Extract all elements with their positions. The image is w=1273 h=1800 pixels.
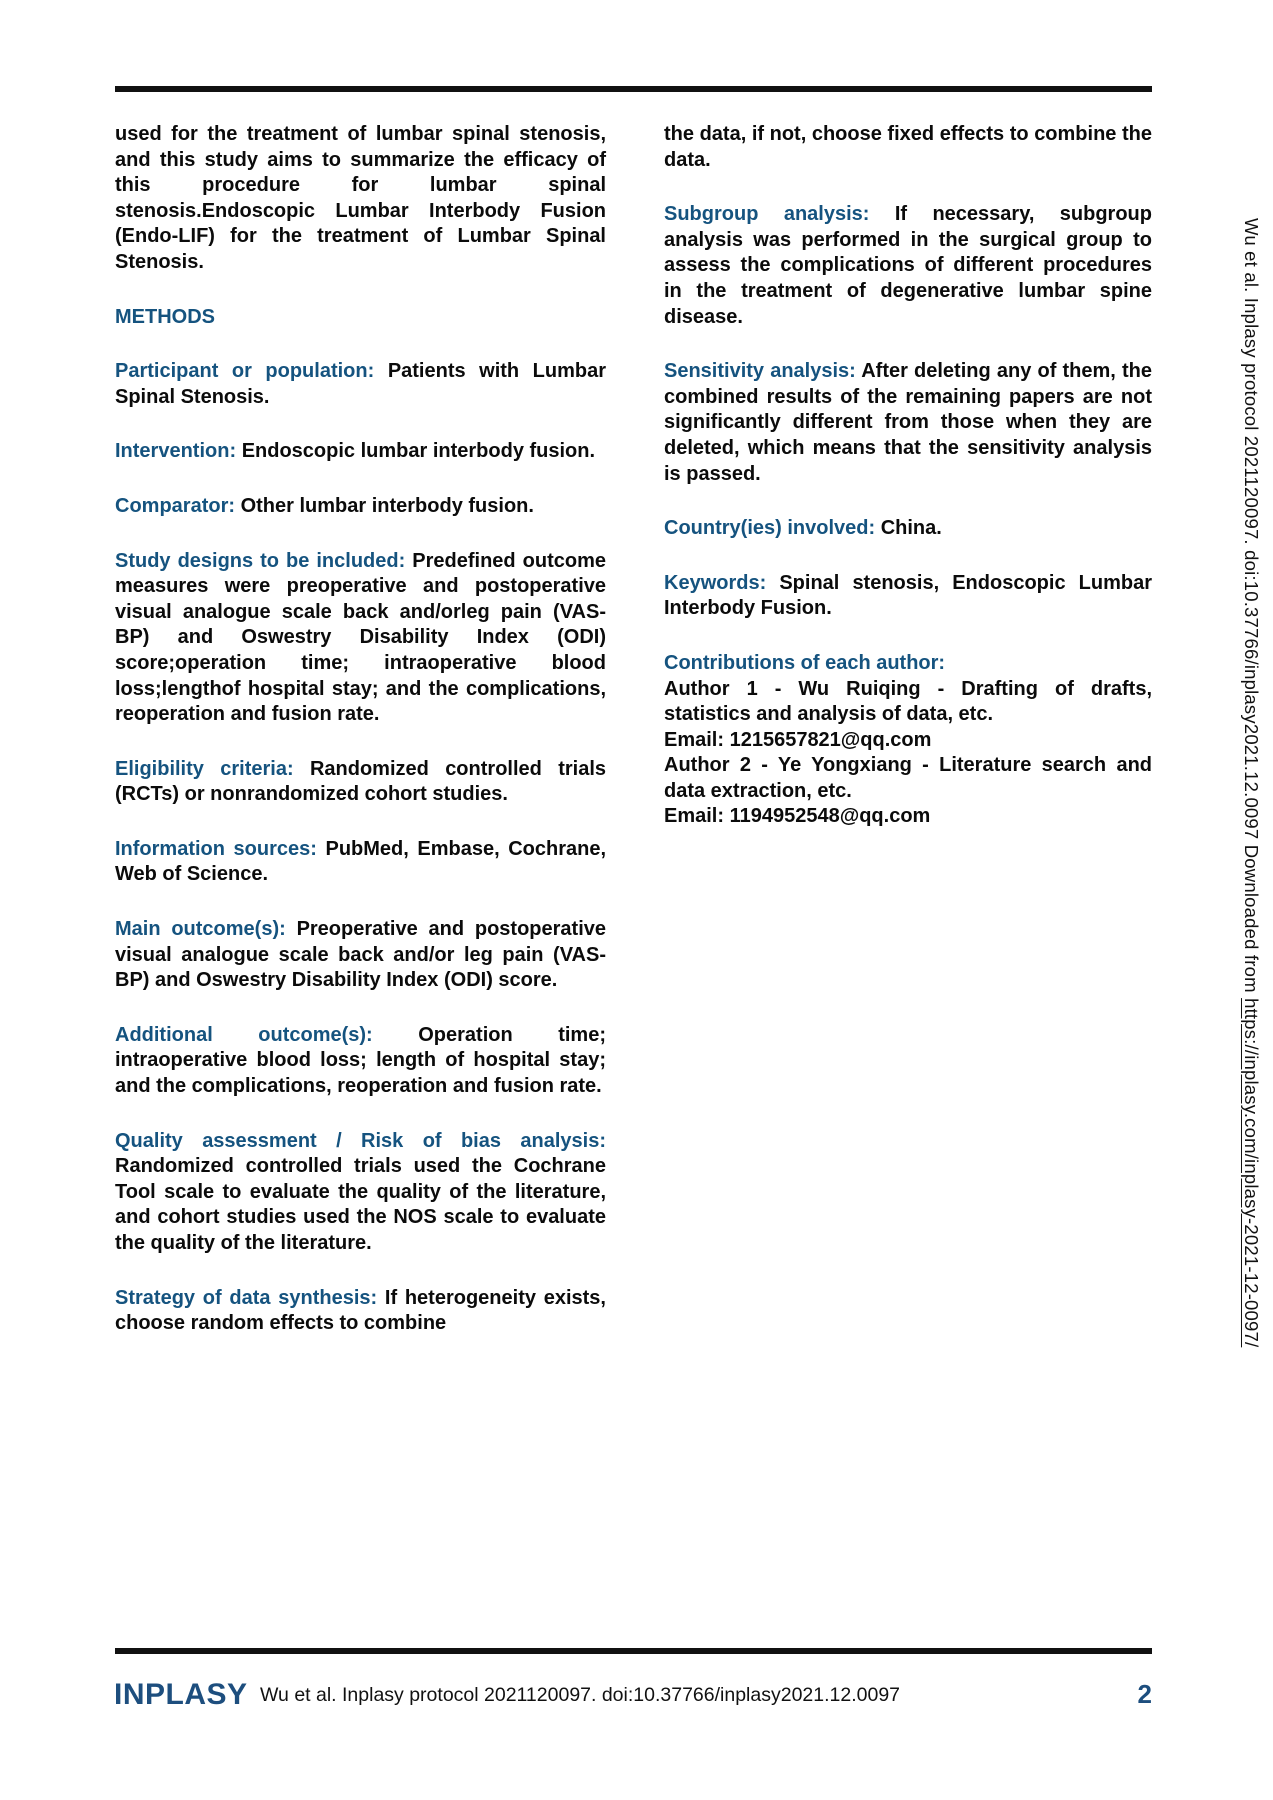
section-text: Other lumbar interbody fusion. [240,494,534,517]
section-text: Predefined outcome measures were preoperative and postoperative visual analogue scale back and/orleg pain (VAS-BP) and Oswestry Disability Index (ODI) score;operation time; intraoperative blood loss;lengthof hospital stay; and the complications, reoperation and fusion rate. [115,549,606,726]
section-text: Endoscopic lumbar interbody fusion. [241,440,596,463]
bottom-rule [115,1648,1152,1654]
section-text: Randomized controlled trials (RCTs) or nonrandomized cohort studies. [115,757,606,806]
section-contributions [664,651,1152,830]
section-text: Operation time; intraoperative blood loss; length of hospital stay; and the complications, reoperation and fusion rate. [115,1023,607,1098]
left-column [115,122,606,1337]
section-intervention [115,439,606,465]
methods-heading-label: METHODS [115,305,215,328]
section-eligibility [115,757,606,808]
section-text: If necessary, subgroup analysis was performed in the surgical group to assess the complications of different procedures in the treatment of degenerative lumbar spine disease. [664,203,1152,328]
section-text: PubMed, Embase, Cochrane, Web of Science. [115,837,606,886]
paragraph-intro [115,122,606,276]
section-label: Sensitivity analysis: [664,360,856,383]
contribution-author2: Author 2 - Ye Yongxiang - Literature search and data extraction, etc. [664,754,1152,802]
section-label: Subgroup analysis: [664,203,870,226]
contribution-email1: Email: 1215657821@qq.com [664,728,932,751]
page-number: 2 [1137,1679,1152,1709]
section-label: Country(ies) involved: [664,517,876,540]
section-comparator [115,494,606,520]
section-quality-assessment [115,1129,606,1257]
section-label: Study designs to be included: [115,549,406,572]
section-label: Main outcome(s): [115,918,286,941]
section-text: Spinal stenosis, Endoscopic Lumbar Interbody Fusion. [664,571,1152,620]
section-text: China. [880,517,942,540]
sidebar-download-link[interactable]: https://inplasy.com/inplasy-2021-12-0097/ [1241,998,1262,1348]
section-text: Randomized controlled trials used the Cochrane Tool scale to evaluate the quality of the literature, and cohort studies used the NOS scale to evaluate the quality of the literature. [115,1155,606,1254]
inplasy-logo: INPLASY [114,1678,248,1711]
section-participant [115,359,606,410]
section-strategy-synthesis [115,1286,606,1337]
section-label: Intervention: [115,440,237,463]
section-countries-involved [664,516,1152,542]
section-text: If heterogeneity exists, choose random effects to combine [115,1286,606,1335]
contributions-heading [664,651,1152,677]
section-label: Eligibility criteria: [115,757,294,780]
section-subgroup-analysis [664,202,1152,330]
sidebar-citation-text: Wu et al. Inplasy protocol 2021120097. doi:10.37766/inplasy2021.12.0097 Downloaded from [1241,218,1262,999]
right-column [664,122,1152,830]
section-text: Patients with Lumbar Spinal Stenosis. [115,360,606,408]
section-label: Quality assessment / Risk of bias analysis: [115,1129,606,1152]
footer-citation: Wu et al. Inplasy protocol 2021120097. doi:10.37766/inplasy2021.12.0097 [260,1684,901,1706]
continuation-text: the data, if not, choose fixed effects to combine the data. [664,123,1152,171]
section-main-outcomes [115,917,606,994]
section-keywords [664,571,1152,622]
section-label: Keywords: [664,571,767,594]
section-study-designs [115,549,606,728]
contribution-author1: Author 1 - Wu Ruiqing - Drafting of drafts, statistics and analysis of data, etc. [664,677,1152,726]
methods-heading [115,305,606,331]
section-label: Information sources: [115,837,317,860]
paragraph-continuation [664,122,1152,173]
section-sensitivity-analysis [664,359,1152,487]
section-text: Preoperative and postoperative visual analogue scale back and/or leg pain (VAS-BP) and Oswestry Disability Index (ODI) score. [115,918,606,992]
sidebar-citation [1240,218,1262,1347]
section-label: Contributions of each author: [664,651,946,674]
section-label: Additional outcome(s): [115,1023,373,1046]
intro-text: used for the treatment of lumbar spinal stenosis, and this study aims to summarize the efficacy of this procedure for lumbar spinal stenosis.Endoscopic Lumbar Interbody Fusion (Endo-LIF) for the treatment of Lumbar Spinal Stenosis. [115,123,606,273]
section-label: Comparator: [115,494,236,517]
section-additional-outcomes [115,1023,606,1100]
contribution-email2: Email: 1194952548@qq.com [664,805,931,828]
section-text: After deleting any of them, the combined results of the remaining papers are not significantly different from those when they are deleted, which means that the sensitivity analysis is passed. [664,360,1152,485]
section-label: Strategy of data synthesis: [115,1286,378,1309]
section-information-sources [115,837,606,888]
top-rule [115,86,1152,92]
section-label: Participant or population: [115,360,375,383]
